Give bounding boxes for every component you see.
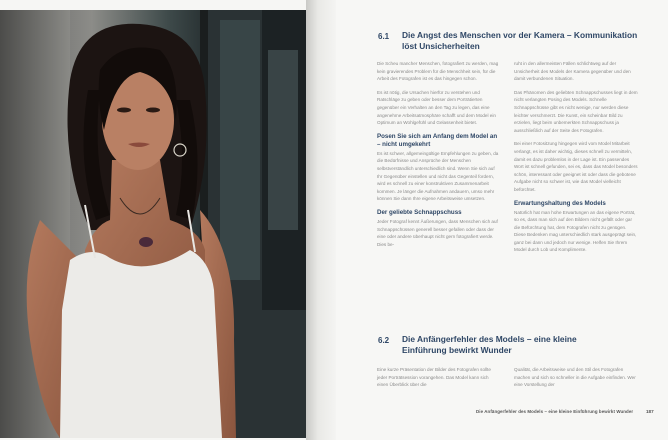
book-gutter bbox=[306, 0, 336, 440]
body-paragraph: ruht in den allermeisten Fällen schlichtweg auf der Unsicherheit des Models der Kamera gegenüber und den damit verbundenen Situation. bbox=[514, 61, 631, 82]
section-number: 6.1 bbox=[378, 32, 390, 41]
running-head: Die Anfängerfehler des Models – eine kleine Einführung bewirkt Wunder bbox=[476, 409, 634, 414]
portrait-photo bbox=[0, 10, 306, 438]
section-title: Die Angst des Menschen vor der Kamera – Kommunikation löst Unsicherheiten bbox=[402, 30, 638, 51]
body-paragraph: Es ist schwer, allgemeingültige Empfehlungen zu geben, da die Bedürfnisse und Ansprüche der Menschen selbstverständlich unterschiedlich sind. Wenn Sie sich auf Ihr Gegenüber einstellen und nicht das Gegenteil fordern, wird es schnell zu einer konstruktiven Zusammenarbeit kommen. Je länger die Aufnahmen andauern, umso mehr können Sie dann Ihre eigene Arbeitsweise umsetzen. bbox=[377, 150, 499, 202]
body-paragraph: Die Scheu mancher Menschen, fotografiert zu werden, mag kein gravierendes Problem für die Menschheit sein, für die Arbeit des Fotografen ist es das hingegen schon. bbox=[377, 61, 499, 82]
section-title: Die Anfängerfehler des Models – eine kleine Einführung bewirkt Wunder bbox=[402, 334, 577, 355]
body-paragraph: Jeder Fotograf kennt Äußerungen, dass Menschen sich auf Schnappschüssen generell besser gefallen oder dass der eine oder andere überhaupt nicht gern fotografiert werde. Dies be- bbox=[377, 218, 498, 247]
left-text-column bbox=[377, 60, 501, 254]
body-paragraph: Bei einer Fotositzung hingegen wird vom Model Mitarbeit verlangt, es ist daher wichtig, dieses schnell zu vermitteln, damit es dazu problemlos in der Lage ist. Ein passendes Wort ist schnell gefunden, sei es, dass das Model besonders schön, interessant oder geeignet ist oder dass die gebotene Aufgabe nicht so schwer ist, wie das Model vielleicht befürchtet. bbox=[514, 141, 638, 192]
bottom-left-column bbox=[377, 366, 501, 395]
body-paragraph: Qualität, die Arbeitsweise und den Stil des Fotografen machen und sich so schneller in die Aufgabe einfinden. Wer eine Vorstellung der bbox=[514, 367, 636, 388]
subheading: Der geliebte Schnappschuss bbox=[377, 208, 462, 216]
right-text-column bbox=[514, 60, 638, 260]
page-number: 187 bbox=[646, 409, 654, 414]
bottom-right-column bbox=[514, 366, 638, 395]
body-paragraph: Eine kurze Präsentation der Bilder des Fotografen sollte jeder Porträtsession vorangehen. Das Model kann sich einen Überblick über die bbox=[377, 367, 491, 388]
body-paragraph: Es ist nötig, die Ursachen hierfür zu verstehen und Ratschläge zu geben oder besser dem Porträtierten gegenüber ein Verhalten an den Tag zu legen, das eine angenehme Arbeitsatmosphäre schafft und dem Model ein Optimum an Wohlgefühl und Gelassenheit bietet. bbox=[377, 89, 496, 126]
body-paragraph: Natürlich hat man hohe Erwartungen an das eigene Porträt, so es, dass man sich auf den Bildern nicht gefällt oder gar die Befürchtung hat, dem Fotografen nicht zu genügen. Diese Bedenken mag unterschiedlich stark ausgeprägt sein, ganz bei dann und jedoch nur wenige. Helfen Sie Ihrem Model durch Lob und Komplimente. bbox=[514, 209, 637, 253]
section-number: 6.2 bbox=[378, 336, 390, 345]
portrait-illustration bbox=[0, 10, 306, 438]
subheading: Posen Sie sich am Anfang dem Model an – nicht umgekehrt bbox=[377, 132, 498, 148]
body-paragraph: Das Phänomen des geliebten Schnappschusses liegt in dem nicht verlangten Posing des Models. Schnelle Schnappschüsse gibt es nicht wenige, nur werden diese leichter verschmerzt. Die Kunst, ein scheinbar Bild zu erzielen, liegt beim unbemerkten Schnappschuss ja ausschließlich auf der Seite des Fotografen. bbox=[514, 89, 638, 133]
subheading: Erwartungshaltung des Models bbox=[514, 199, 606, 207]
